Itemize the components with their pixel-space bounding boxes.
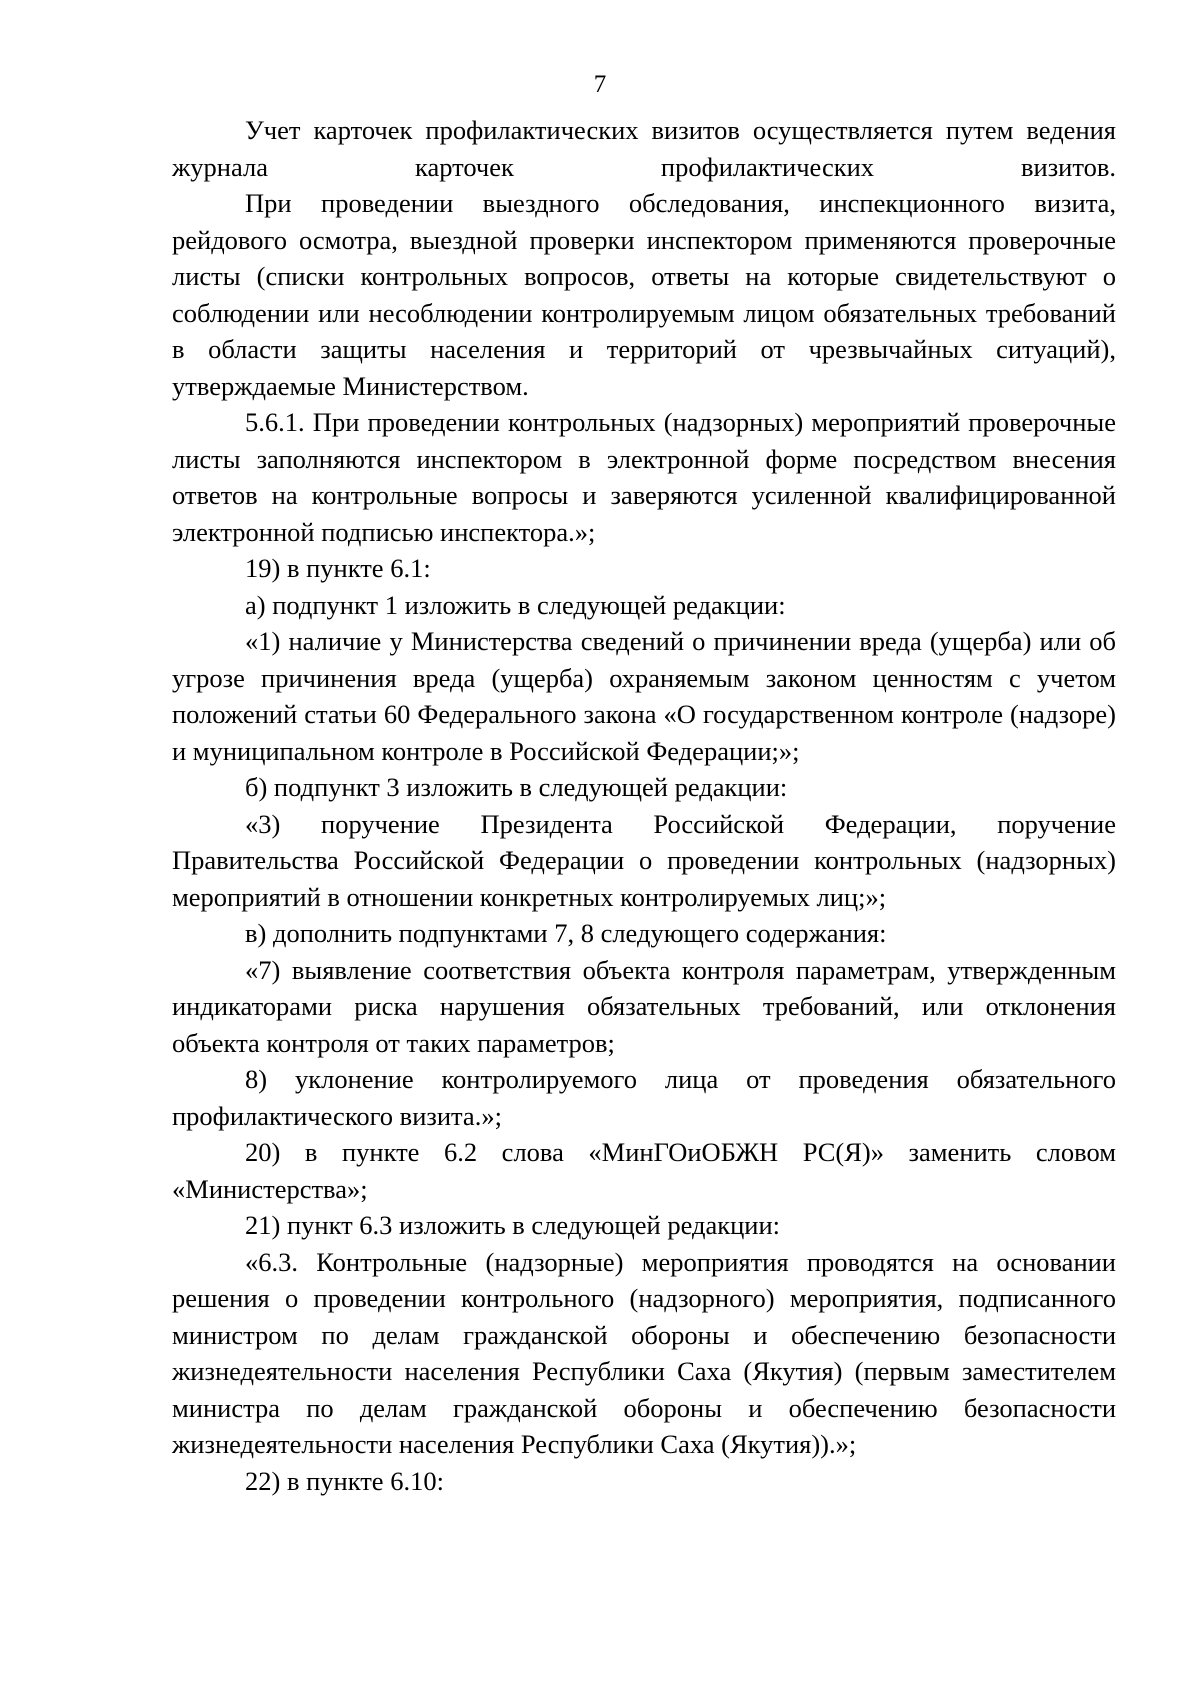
paragraph-item-21: 21) пункт 6.3 изложить в следующей редакции: [245, 1210, 781, 1240]
page-number: 7 [593, 71, 607, 98]
paragraph-quote-6-3: «6.3. Контрольные (надзорные) мероприятия проводятся на основании решения о проведении контрольного (надзорного) мероприятия, подписанного министром по делам гражданской обороны и обеспечению безопасности жизнедеятельности населения Республики Саха (Якутия) (первым заместителем министра по делам гражданской обороны и обеспечению безопасности жизнедеятельности населения Республики Саха (Якутия)).»; [172, 1246, 1116, 1459]
paragraph-item-19: 19) в пункте 6.1: [245, 553, 431, 583]
paragraph-item-20: 20) в пункте 6.2 слова «МинГОиОБЖН РС(Я)» заменить словом «Министерства»; [172, 1137, 1116, 1204]
paragraph-subitem-a: а) подпункт 1 изложить в следующей редакции: [245, 589, 786, 620]
paragraph-subitem-v: в) дополнить подпунктами 7, 8 следующего содержания: [245, 918, 887, 948]
paragraph-quote-7: «7) выявление соответствия объекта контроля параметрам, утвержденным индикаторами риска нарушения обязательных требований, или отклонения объекта контроля от таких параметров; [172, 954, 1116, 1058]
paragraph-checklists-usage: При проведении выездного обследования, инспекционного визита, рейдового осмотра, выездной проверки инспектором применяются проверочные листы (списки контрольных вопросов, ответы на которые свидетельствуют о соблюдении или несоблюдении контролируемым лицом обязательных требований в области защиты населения и территорий от чрезвычайных ситуаций), утверждаемые Министерством. [172, 188, 1116, 401]
paragraph-quote-3: «3) поручение Президента Российской Федерации, поручение Правительства Российской Федерации о проведении контрольных (надзорных) мероприятий в отношении конкретных контролируемых лиц;»; [172, 808, 1116, 912]
document-body [172, 112, 1116, 1499]
paragraph-subitem-b: б) подпункт 3 изложить в следующей редакции: [245, 772, 788, 802]
paragraph-item-22: 22) в пункте 6.10: [245, 1465, 444, 1496]
paragraph-quote-8: 8) уклонение контролируемого лица от проведения обязательного профилактического визита.»; [172, 1064, 1116, 1131]
paragraph-quote-1: «1) наличие у Министерства сведений о причинении вреда (ущерба) или об угрозе причинения вреда (ущерба) охраняемым законом ценностям с учетом положений статьи 60 Федерального закона «О государственном контроле (надзоре) и муниципальном контроле в Российской Федерации;»; [172, 626, 1116, 766]
paragraph-5-6-1: 5.6.1. При проведении контрольных (надзорных) мероприятий проверочные листы заполняются инспектором в электронной форме посредством внесения ответов на контрольные вопросы и заверяются усиленной квалифицированной электронной подписью инспектора.»; [172, 407, 1116, 547]
paragraph-prevention-visits-accounting: Учет карточек профилактических визитов осуществляется путем ведения журнала карточек профилактических визитов. [172, 115, 1116, 182]
